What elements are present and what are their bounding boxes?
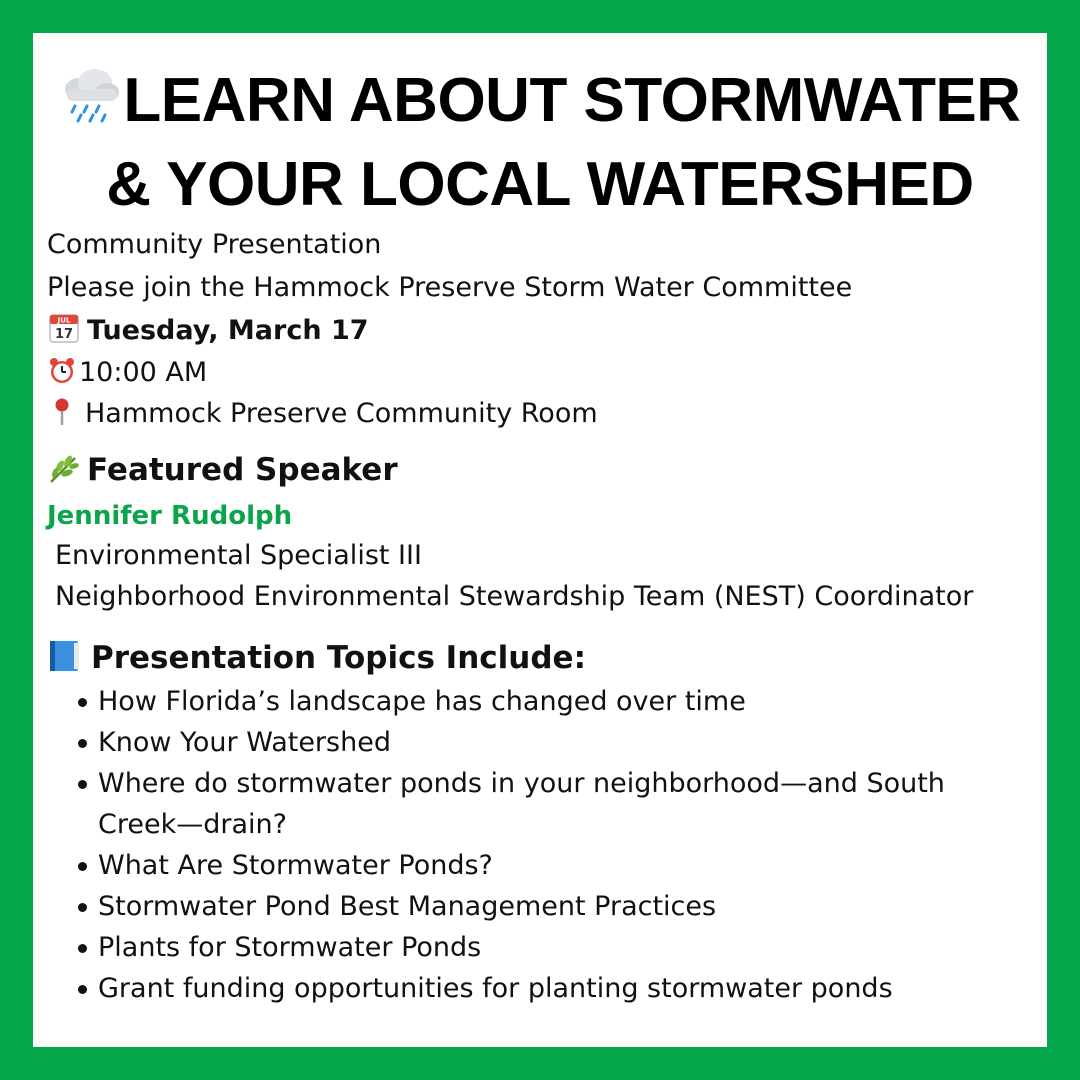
calendar-icon — [47, 312, 81, 342]
event-time: 10:00 AM — [47, 355, 207, 391]
topics-heading: Presentation Topics Include: — [47, 639, 586, 676]
speaker-name: Jennifer Rudolph — [47, 501, 293, 531]
svg-text:17: 17 — [54, 327, 74, 342]
svg-text:JUL: JUL — [57, 316, 71, 325]
topics-list — [78, 681, 1028, 1009]
list-item: How Florida’s landscape has changed over time — [78, 681, 1028, 722]
title-line-1: LEARN ABOUT STORMWATER — [33, 63, 1047, 143]
list-item: Plants for Stormwater Ponds — [78, 927, 1028, 968]
alarm-clock-icon — [47, 356, 77, 386]
list-item: Know Your Watershed — [78, 722, 1028, 763]
list-item: What Are Stormwater Ponds? — [78, 845, 1028, 886]
subtitle: Community Presentation — [47, 229, 382, 260]
event-date: JUL 17 Tuesday, March 17 — [47, 312, 369, 349]
invite-text: Please join the Hammock Preserve Storm Water Committee — [47, 272, 853, 303]
event-location: Hammock Preserve Community Room — [47, 396, 598, 432]
speaker-title: Environmental Specialist III — [55, 540, 422, 571]
herb-icon — [47, 453, 81, 483]
pin-icon — [47, 397, 77, 427]
list-item: Where do stormwater ponds in your neighborhood—and South Creek—drain? — [78, 763, 1028, 845]
flyer-card — [33, 33, 1047, 1047]
book-icon — [47, 639, 83, 669]
list-item: Grant funding opportunities for planting stormwater ponds — [78, 968, 1028, 1009]
speaker-role: Neighborhood Environmental Stewardship Team (NEST) Coordinator — [55, 581, 974, 612]
speaker-heading: Featured Speaker — [47, 452, 398, 488]
rain-cloud-icon — [59, 67, 123, 143]
list-item: Stormwater Pond Best Management Practices — [78, 886, 1028, 927]
title-line-2: & YOUR LOCAL WATERSHED — [106, 150, 974, 219]
